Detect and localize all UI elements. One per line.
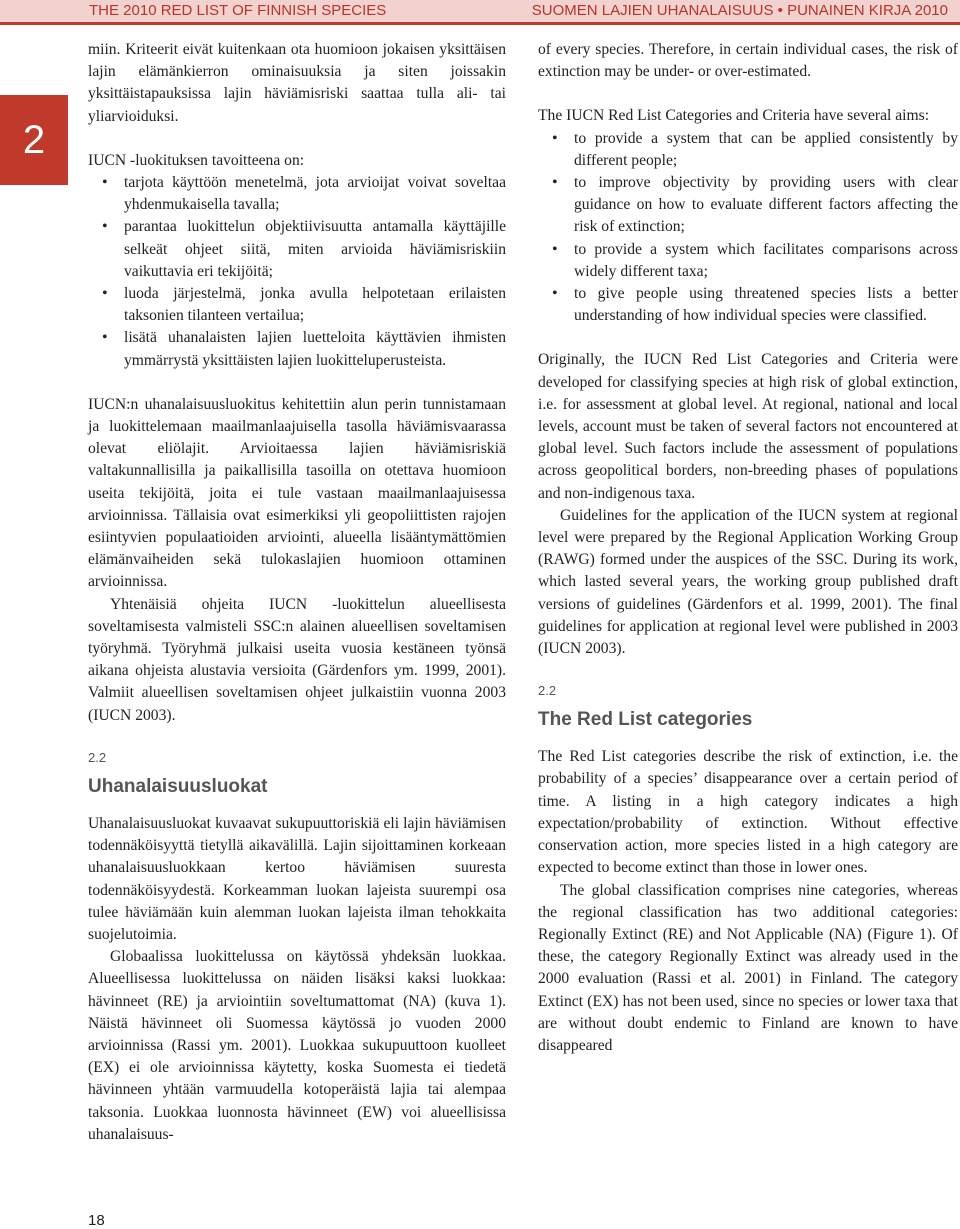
- right-column-english: [538, 39, 958, 1057]
- section-number: 2.2: [538, 683, 557, 699]
- aims-list-item: • lisätä uhanalaisten lajien luetteloita käyttävien ihmisten ymmärrystä yksittäisten lajien luokitteluperusteista.: [88, 327, 506, 371]
- aims-intro: IUCN -luokituksen tavoitteena on:: [88, 151, 305, 169]
- page-number: 18: [88, 1212, 105, 1229]
- paragraph-guidelines: Guidelines for the application of the IUCN system at regional level were prepared by the Regional Application Working Group (RAWG) formed under the auspices of the SSC. During its work, which lasted several years, the working group published draft versions of guidelines (Gärdenfors et al. 1999, 2001). The final guidelines for application at regional level were published in 2003 (IUCN 2003).: [538, 506, 958, 658]
- section-number: 2.2: [88, 749, 107, 765]
- aims-list-item: • parantaa luokittelun objektiivisuutta antamalla käyttäjille selkeät ohjeet siitä, miten arvioida häviämisriskiin vaikuttavia eri tekijöitä;: [88, 216, 506, 283]
- paragraph-intro: miin. Kriteerit eivät kuitenkaan ota huomioon jokaisen yksittäisen lajin elämänkierron ominaisuuksia ja siten joissakin yksittäistapauksissa lajin häviämisriski saattaa tulla ali- tai yliarvioiduksi.: [88, 41, 506, 125]
- header-title-english: THE 2010 RED LIST OF FINNISH SPECIES: [89, 2, 387, 19]
- aims-list-item: • to provide a system which facilitates comparisons across widely different taxa;: [538, 239, 958, 283]
- paragraph-classification: Globaalissa luokittelussa on käytössä yhdeksän luokkaa. Alueellisessa luokittelussa on näiden lisäksi kaksi luokkaa: hävinneet (RE) ja arviointiin soveltumattomat (NA) (kuva 1). Näistä hävinneet oli Suomessa käytössä jo vuoden 2000 arvioinnissa (Rassi ym. 2001). Luokkaa sukupuuttoon kuolleet (EX) ei ole arvioinnissa käytetty, koska Suomesta ei tiedetä hävinneen yhtään varmuudella kotoperäistä lajia tai alempaa taksonia. Luokkaa luonnosta hävinneet (EW) voi alueellisissa uhanalaisuus-: [88, 948, 506, 1143]
- paragraph-categories: The Red List categories describe the risk of extinction, i.e. the probability of a species’ disappearance over a certain period of time. A listing in a high category indicates a high expectation/probability of extinction. Without effective conservation action, more species listed in a high category are expected to become extinct than those in lower ones.: [538, 748, 958, 877]
- header-rule: [0, 22, 960, 25]
- chapter-tab: [0, 95, 68, 185]
- paragraph-categories: Uhanalaisuusluokat kuvaavat sukupuuttoriskiä eli lajin häviämisen todennäköisyyttä tietyllä aikavälillä. Lajin sijoittaminen korkeaan uhanalaisuusluokkaan kertoo häviämisen suuresta todennäköisyydestä. Korkeamman luokan lajeista suurempi osa tulee häviämään kuin alemman luokan lajeista ilman tehokkaita suojelutoimia.: [88, 814, 506, 943]
- paragraph-origin: IUCN:n uhanalaisuusluokitus kehitettiin alun perin tunnistamaan ja luokittelemaan maailmanlaajuisella tasolla häviämisvaarassa olevat eliölajit. Arvioitaessa lajien häviämisriskiä valtakunnallisilla ja paikallisilla tasoilla on otettava huomioon useita tekijöitä, joita ei tule vastaan maailmanlaajuisessa arvioinnissa. Tällaisia ovat esimerkiksi yli geopoliittisten rajojen esiintyvien populaatioiden arviointi, alueella lisääntymättömien elämänvaiheiden sekä tulokaslajien huomioon ottaminen arvioinnissa.: [88, 395, 506, 591]
- chapter-number: 2: [22, 117, 46, 162]
- paragraph-intro: of every species. Therefore, in certain individual cases, the risk of extinction may be under- or over-estimated.: [538, 41, 958, 81]
- aims-list-item: • to improve objectivity by providing users with clear guidance on how to evaluate different factors affecting the risk of extinction;: [538, 172, 958, 239]
- aims-list-item: • luoda järjestelmä, jonka avulla helpotetaan erilaisten taksonien tilanteen vertailua;: [88, 283, 506, 327]
- left-column-finnish: [88, 39, 506, 1146]
- paragraph-classification: The global classification comprises nine categories, whereas the regional classification has two additional categories: Regionally Extinct (RE) and Not Applicable (NA) (Figure 1). Of these, the category Regionally Extinct was already used in the 2000 evaluation (Rassi et al. 2001) in Finland. The category Extinct (EX) has not been used, since no species or lower taxa that are without doubt endemic to Finland are known to have disappeared: [538, 881, 958, 1054]
- running-header: [0, 0, 960, 22]
- aims-list: [538, 128, 958, 328]
- header-title-finnish: SUOMEN LAJIEN UHANALAISUUS • PUNAINEN KIRJA 2010: [531, 2, 948, 19]
- section-title: Uhanalaisuusluokat: [88, 775, 268, 797]
- paragraph-origin: Originally, the IUCN Red List Categories and Criteria were developed for classifying species at high risk of global extinction, i.e. for assessment at global level. At regional, national and local levels, account must be taken of several factors not encountered at global level. Such factors include the assessment of populations across geopolitical borders, non-breeding phases of populations and non-indigenous taxa.: [538, 351, 958, 502]
- aims-list: [88, 172, 506, 372]
- aims-list-item: • tarjota käyttöön menetelmä, jota arvioijat voivat soveltaa yhdenmukaisella tavalla;: [88, 172, 506, 216]
- aims-list-item: • to provide a system that can be applied consistently by different people;: [538, 128, 958, 172]
- section-title: The Red List categories: [538, 709, 753, 731]
- aims-list-item: • to give people using threatened species lists a better understanding of how individual species were classified.: [538, 283, 958, 327]
- aims-intro: The IUCN Red List Categories and Criteria have several aims:: [538, 107, 930, 125]
- paragraph-guidelines: Yhtenäisiä ohjeita IUCN -luokittelun alueellisesta soveltamisesta valmisteli SSC:n alainen alueellisen soveltamisen työryhmä. Työryhmä julkaisi useita vuosia kestäneen työnsä aikana ohjeista alustavia versioita (Gärdenfors ym. 1999, 2001). Valmiit alueellisen soveltamisen ohjeet julkaistiin vuonna 2003 (IUCN 2003).: [88, 595, 506, 724]
